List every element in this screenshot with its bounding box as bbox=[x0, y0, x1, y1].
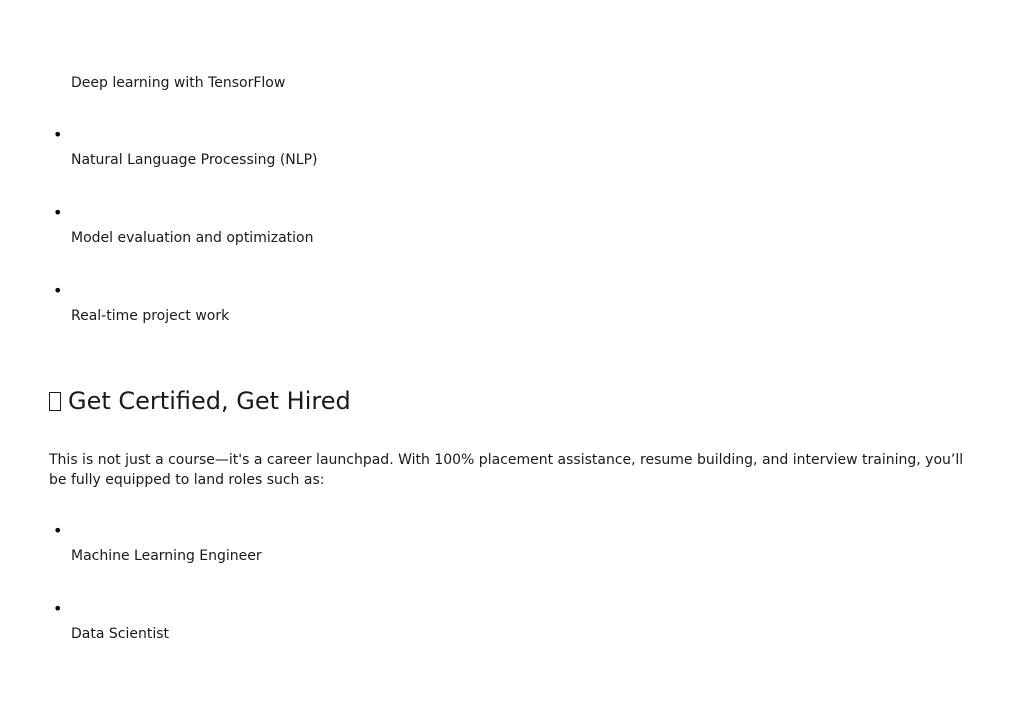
bullet-icon: • bbox=[53, 125, 63, 144]
list-item-text: Model evaluation and optimization bbox=[71, 230, 314, 246]
list-item-text: Natural Language Processing (NLP) bbox=[71, 152, 318, 168]
list-item-text: Data Scientist bbox=[71, 626, 169, 642]
bullet-icon: • bbox=[53, 599, 63, 618]
section-paragraph: This is not just a course—it's a career launchpad. With 100% placement assistance, resume building, and interview training, you’ll be fully equipped to land roles such as: bbox=[49, 452, 964, 488]
list-item-text: Machine Learning Engineer bbox=[71, 548, 262, 564]
list-item-text: Deep learning with TensorFlow bbox=[71, 75, 286, 91]
list-item bbox=[49, 281, 979, 344]
bullet-icon: • bbox=[53, 203, 63, 222]
bullet-icon: • bbox=[53, 521, 63, 540]
bullet-icon: • bbox=[53, 281, 63, 300]
section-heading bbox=[49, 384, 351, 418]
missing-glyph-box-icon bbox=[49, 392, 61, 411]
list-item bbox=[49, 203, 979, 266]
section-heading-text: Get Certified, Get Hired bbox=[68, 387, 351, 415]
list-item bbox=[49, 599, 979, 662]
list-item-text: Real-time project work bbox=[71, 308, 230, 324]
list-item bbox=[49, 521, 979, 584]
list-item bbox=[49, 125, 979, 188]
